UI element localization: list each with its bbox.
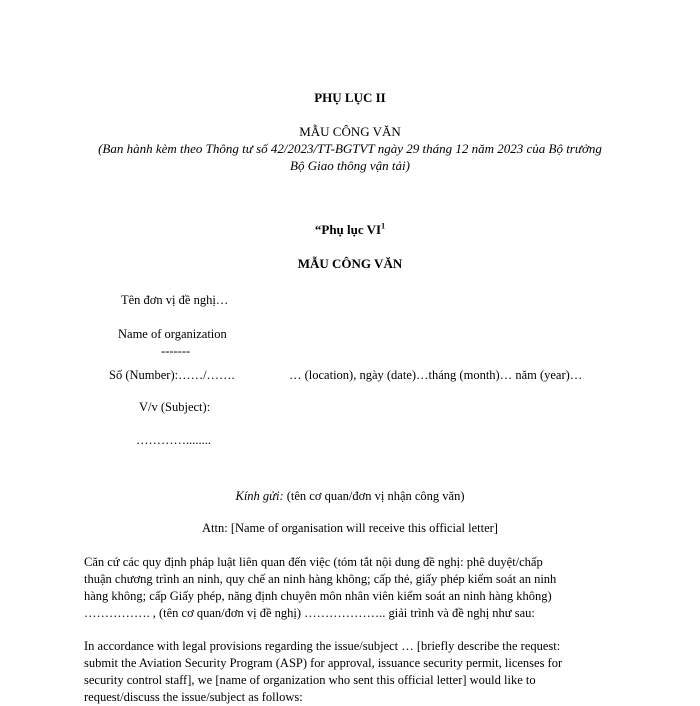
footnote-mark: 1 <box>381 221 386 231</box>
body-vi-line: Căn cứ các quy định pháp luật liên quan đến việc (tóm tắt nội dung đề nghị: phê duyệt/chấp <box>84 555 543 569</box>
inner-form-title: MẪU CÔNG VĂN <box>297 256 403 271</box>
recipient-label: Kính gửi: <box>235 489 284 503</box>
appendix-title: PHỤ LỤC II <box>314 90 386 105</box>
body-paragraph-vi <box>84 554 624 622</box>
header-separator: ------- <box>161 344 191 358</box>
body-vi-line: ……………. , (tên cơ quan/đơn vị đề nghị) ……………….. giải trình và đề nghị như sau: <box>84 606 535 620</box>
body-en-line: In accordance with legal provisions regarding the issue/subject … [briefly describe the request: <box>84 639 561 653</box>
body-en-line: submit the Aviation Security Program (ASP) for approval, issuance security permit, licenses for <box>84 656 563 670</box>
body-vi-line: thuận chương trình an ninh, quy chế an ninh hàng không; cấp thẻ, giấy phép kiểm soát an ninh <box>84 572 557 586</box>
document-number: Số (Number):……/……. <box>109 368 235 382</box>
issuance-note-line1: (Ban hành kèm theo Thông tư số 42/2023/TT-BGTVT ngày 29 tháng 12 năm 2023 của Bộ trưởng <box>98 141 602 156</box>
recipient-line <box>0 489 700 504</box>
location-date-line: … (location), ngày (date)…tháng (month)… năm (year)… <box>289 368 583 382</box>
form-title: MẪU CÔNG VĂN <box>299 124 401 139</box>
issuance-note-line2: Bộ Giao thông vận tải) <box>290 158 410 173</box>
attention-line: Attn: [Name of organisation will receive this official letter] <box>202 521 498 535</box>
body-paragraph-en <box>84 638 624 706</box>
body-vi-line: hàng không; cấp Giấy phép, năng định chuyên môn nhân viên kiểm soát an ninh hàng không) <box>84 589 552 603</box>
body-en-line: request/discuss the issue/subject as follows: <box>84 690 303 704</box>
inner-appendix-label: “Phụ lục VI <box>314 222 382 237</box>
subject-label: V/v (Subject): <box>139 400 211 414</box>
recipient-text: (tên cơ quan/đơn vị nhận công văn) <box>283 489 465 503</box>
body-en-line: security control staff], we [name of organization who sent this official letter] would like to <box>84 673 536 687</box>
inner-appendix-title <box>0 222 700 238</box>
subject-dots: …………........ <box>136 433 211 447</box>
org-name-label-en: Name of organization <box>118 327 227 341</box>
org-name-label-vi: Tên đơn vị đề nghị… <box>121 293 229 307</box>
